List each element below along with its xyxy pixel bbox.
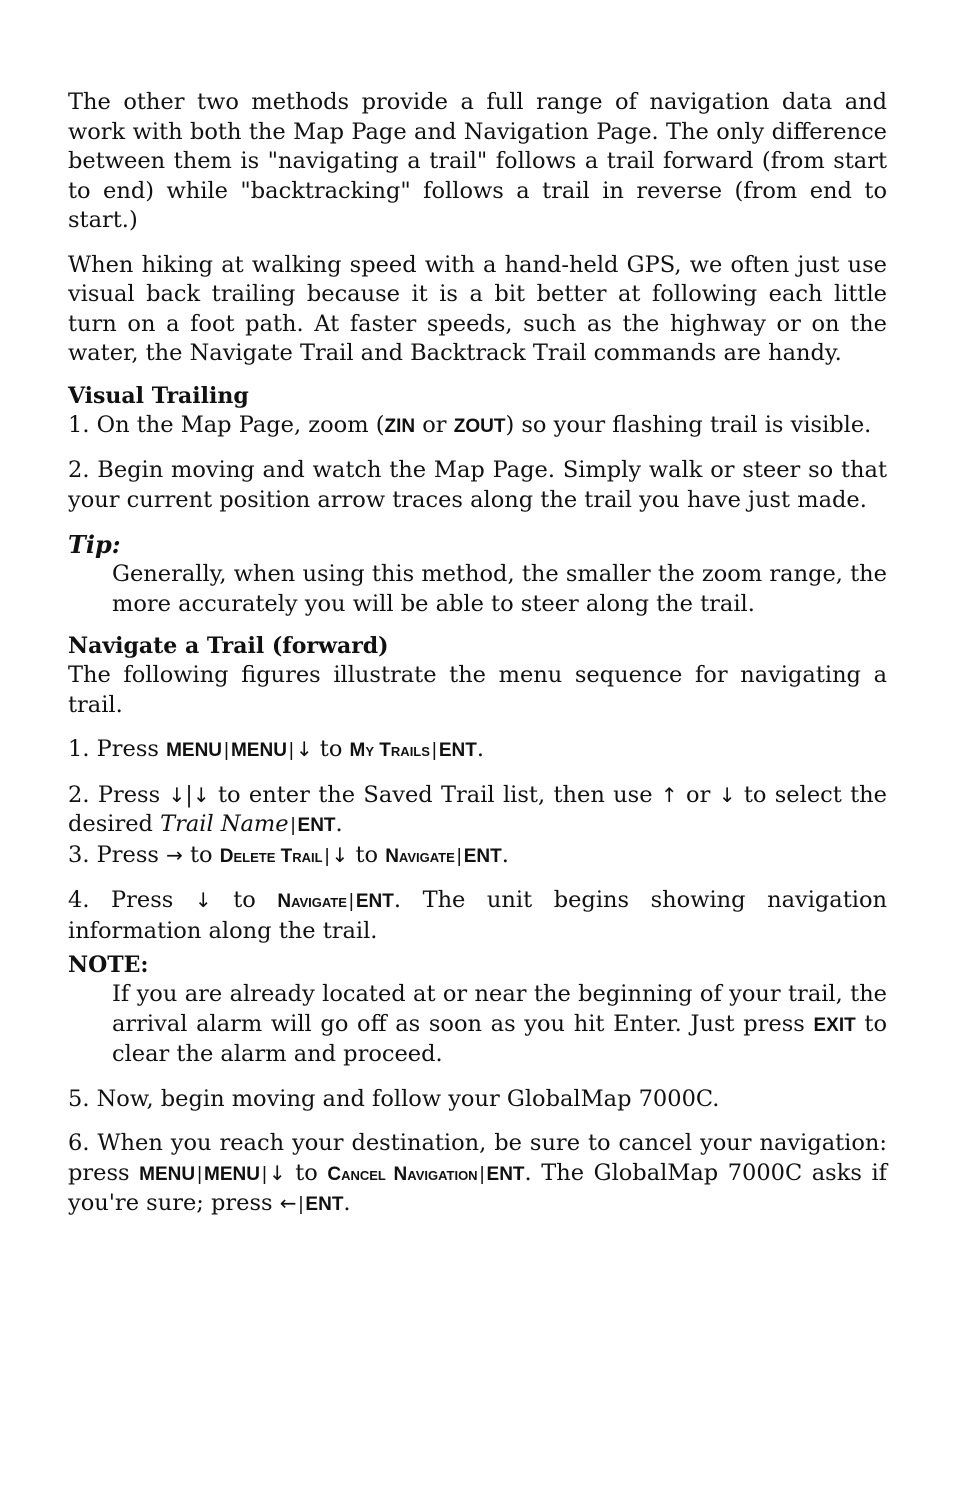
visual-trailing-heading: Visual Trailing: [68, 382, 249, 409]
menu-key: MENU: [204, 1163, 260, 1185]
navigate-step-3: 3. Press → to Delete Trail | ↓ to Navigate | ENT.: [68, 841, 509, 868]
menu-key: MENU: [139, 1163, 196, 1185]
down-arrow-icon: ↓: [331, 842, 349, 867]
menu-key: MENU: [230, 740, 287, 761]
separator: |: [261, 1163, 267, 1185]
separator: |: [348, 891, 354, 912]
note-body: If you are already located at or near the beginning of your trail, the arrival alarm will go off as soon as you hit Enter. Just press EXIT to clear the alarm and proceed.: [112, 981, 887, 1067]
separator: |: [298, 1194, 304, 1215]
separator: |: [324, 845, 330, 867]
ent-key: ENT: [305, 1194, 344, 1215]
zin-key: ZIN: [384, 415, 416, 437]
up-arrow-icon: ↑: [660, 782, 678, 807]
down-arrow-icon: ↓: [168, 782, 186, 807]
down-arrow-icon: ↓: [194, 888, 212, 912]
separator: |: [224, 740, 229, 761]
tip-heading: Tip:: [68, 530, 121, 559]
navigate-trail-heading: Navigate a Trail (forward): [68, 633, 389, 659]
step-6: 6. When you reach your destination, be sure to cancel your navigation: press MENU | MENU | ↓ to Cancel Navigation | ENT. The GlobalMap 7000C asks if you're sure; press ← | ENT.: [68, 1130, 887, 1216]
cancel-navigation-item: Cancel Navigation: [327, 1163, 478, 1185]
down-arrow-icon: ↓: [295, 737, 313, 761]
menu-key: MENU: [166, 740, 223, 761]
exit-key: EXIT: [813, 1014, 856, 1036]
trail-name-term: Trail Name: [160, 811, 289, 837]
note-heading: NOTE:: [68, 952, 149, 978]
visual-step-1: 1. On the Map Page, zoom (ZIN or ZOUT) so your flashing trail is visible.: [68, 411, 872, 438]
separator: |: [288, 740, 294, 761]
down-arrow-icon: ↓: [268, 1160, 286, 1185]
down-arrow-icon: ↓: [192, 782, 210, 807]
down-arrow-icon: ↓: [718, 782, 736, 807]
separator: |: [479, 1163, 485, 1185]
separator: |: [290, 815, 296, 836]
ent-key: ENT: [355, 891, 394, 912]
intro-paragraph-methods: The other two methods provide a full range of navigation data and work with both the Map Page and Navigation Page. The only difference between them is "navigating a trail" follows a trail forward (from start to end) while "backtracking" follows a trail in reverse (from end to start.): [68, 89, 887, 233]
ent-key: ENT: [463, 845, 502, 867]
ent-key: ENT: [438, 740, 477, 761]
navigate-step-2: 2. Press ↓|↓ to enter the Saved Trail list, then use ↑ or ↓ to select the desired Trail Name | ENT.: [68, 781, 887, 837]
tip-body: Generally, when using this method, the smaller the zoom range, the more accurately you will be able to steer along the trail.: [112, 561, 887, 617]
my-trails-item: My Trails: [349, 740, 430, 761]
navigate-item: Navigate: [385, 845, 455, 867]
navigate-item: Navigate: [277, 891, 347, 912]
separator: |: [456, 845, 462, 867]
right-arrow-icon: →: [166, 842, 183, 867]
step-5: 5. Now, begin moving and follow your GlobalMap 7000C.: [68, 1085, 720, 1112]
ent-key: ENT: [486, 1163, 525, 1185]
navigate-step-1: 1. Press MENU | MENU | ↓ to My Trails | ENT.: [68, 736, 485, 762]
zout-key: ZOUT: [453, 415, 506, 437]
intro-paragraph-hiking: When hiking at walking speed with a hand-held GPS, we often just use visual back trailing because it is a bit better at following each little turn on a foot path. At faster speeds, such as the highway or on the water, the Navigate Trail and Backtrack Trail commands are handy.: [68, 251, 887, 366]
navigate-step-4: 4. Press ↓ to Navigate | ENT. The unit begins showing navigation information along the trail.: [68, 887, 887, 944]
separator: |: [431, 740, 437, 761]
left-arrow-icon: ←: [279, 1191, 297, 1215]
delete-trail-item: Delete Trail: [219, 845, 323, 867]
navigate-intro: The following figures illustrate the menu sequence for navigating a trail.: [68, 662, 887, 718]
separator: |: [197, 1163, 203, 1185]
visual-step-2: 2. Begin moving and watch the Map Page. Simply walk or steer so that your current position arrow traces along the trail you have just made.: [68, 457, 887, 513]
manual-page: [68, 88, 887, 1220]
ent-key: ENT: [297, 815, 336, 836]
